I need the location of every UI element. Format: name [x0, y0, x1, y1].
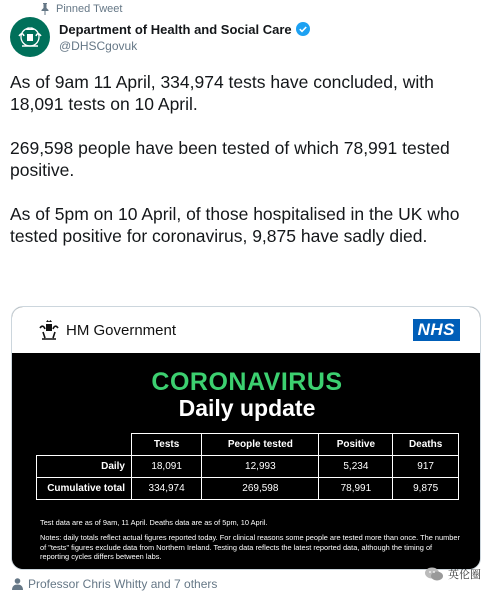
row-label: Cumulative total	[37, 478, 132, 500]
pin-icon	[40, 3, 50, 15]
verified-badge-icon	[296, 22, 310, 36]
wechat-watermark	[424, 566, 481, 582]
watermark-label: 英伦圈	[448, 569, 481, 581]
table-cell: 5,234	[319, 456, 393, 478]
hm-government-logo	[38, 319, 176, 341]
table-cell: 9,875	[393, 478, 459, 500]
table-header: Tests	[132, 434, 202, 456]
media-header	[12, 307, 480, 353]
tweet-paragraph: 269,598 people have been tested of which 78,991 tested positive.	[10, 138, 450, 180]
table-cell: 917	[393, 456, 459, 478]
nhs-logo: NHS	[413, 319, 460, 341]
row-label: Daily	[37, 456, 132, 478]
account-handle[interactable]: @DHSCgovuk	[59, 38, 138, 53]
tweet-media-image[interactable]	[11, 306, 481, 570]
hm-government-label: HM Government	[66, 321, 177, 339]
table-cell: 18,091	[132, 456, 202, 478]
data-timing-note: Test data are as of 9am, 11 April. Deaths data are as of 5pm, 10 April.	[40, 518, 268, 527]
table-header: Deaths	[393, 434, 459, 456]
avatar[interactable]	[10, 17, 50, 57]
pinned-label: Pinned Tweet	[56, 3, 123, 15]
table-cell: 269,598	[202, 478, 319, 500]
stats-table	[36, 433, 459, 500]
table-cell: 12,993	[202, 456, 319, 478]
account-display-name[interactable]: Department of Health and Social Care	[59, 21, 292, 37]
crest-icon	[38, 319, 60, 341]
table-row	[37, 478, 459, 500]
table-header: People tested	[202, 434, 319, 456]
table-cell: 78,991	[319, 478, 393, 500]
media-title: CORONAVIRUS	[151, 368, 343, 396]
wechat-icon	[424, 566, 444, 582]
table-corner	[37, 434, 132, 456]
table-header: Positive	[319, 434, 393, 456]
tweet-paragraph: As of 9am 11 April, 334,974 tests have concluded, with 18,091 tests on 10 April.	[10, 72, 434, 114]
media-subtitle: Daily update	[178, 395, 316, 421]
royal-crest-icon	[15, 22, 45, 52]
tagged-people-label: Professor Chris Whitty and 7 others	[28, 577, 218, 591]
pinned-indicator	[40, 2, 122, 16]
tweet-header	[10, 17, 310, 57]
table-cell: 334,974	[132, 478, 202, 500]
media-body	[12, 353, 481, 570]
tagged-people-link[interactable]	[12, 577, 217, 591]
table-row	[37, 456, 459, 478]
person-icon	[12, 578, 23, 590]
tweet-text	[10, 71, 485, 247]
methodology-note: Notes: daily totals reflect actual figures reported today. For clinical reasons some people are tested more than once. The number of "tests" figures exclude data from Northern Ireland. Testing data reflects the latest reported data, although the timing of reporting cycles differs between labs.	[40, 533, 460, 561]
tweet-paragraph: As of 5pm on 10 April, of those hospitalised in the UK who tested positive for coronavirus, 9,875 have sadly died.	[10, 204, 460, 246]
